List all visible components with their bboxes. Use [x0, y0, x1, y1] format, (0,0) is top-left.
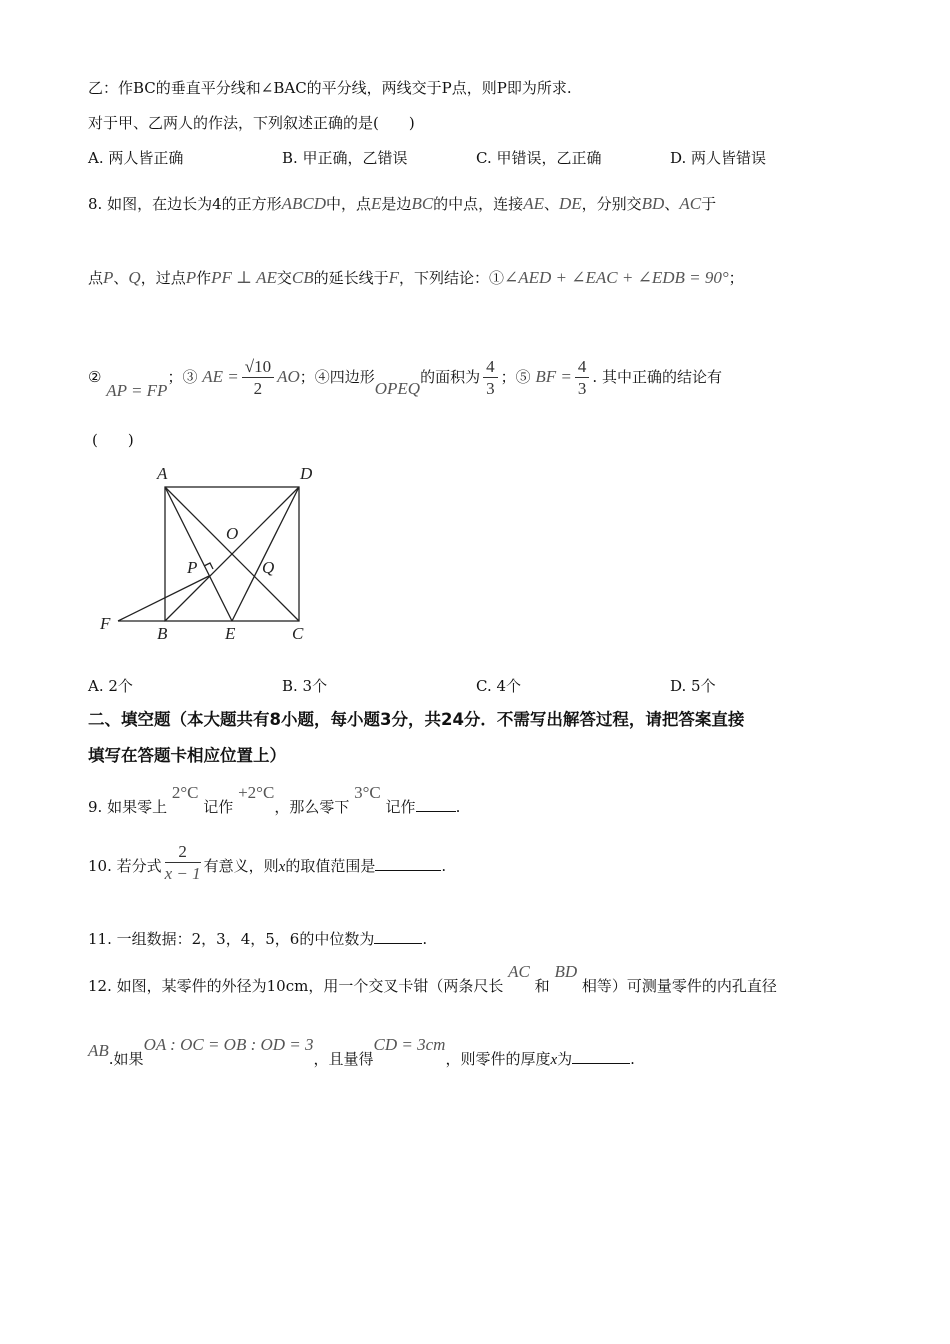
- label-c: C: [292, 624, 304, 643]
- math-de: DE: [558, 194, 582, 213]
- q8-text: . 其中正确的结论有: [592, 368, 722, 386]
- label-p: P: [187, 558, 198, 577]
- square-figure: [90, 455, 330, 650]
- label-e: E: [225, 624, 236, 643]
- math-opeq: OPEQ: [374, 379, 421, 398]
- math-cb: CB: [291, 268, 314, 287]
- math-ac: AC: [508, 962, 530, 981]
- q8-option-a: A. 2个: [88, 677, 133, 695]
- q9-text: .: [455, 798, 461, 816]
- label-d: D: [300, 464, 313, 483]
- math-bd: BD: [641, 194, 665, 213]
- q10-text: 有意义，则: [203, 857, 279, 875]
- math-p: P: [185, 268, 197, 287]
- q9-text: ，那么零下: [274, 798, 350, 816]
- fraction-denominator: 3: [577, 378, 587, 398]
- math-q: Q: [128, 268, 141, 287]
- fraction-2-over-x-minus-1: [165, 842, 201, 885]
- q12-line-1: [88, 962, 777, 999]
- math-ac: AC: [679, 194, 702, 213]
- section-2-heading-cont: 填写在答题卡相应位置上）: [88, 746, 286, 765]
- math-pf-perp-ae: PF ⊥ AE: [211, 268, 277, 287]
- math-bc: BC: [411, 194, 434, 213]
- math-ab: AB: [88, 1041, 109, 1060]
- q12-answer-blank[interactable]: [572, 1049, 630, 1064]
- math-x: x: [550, 1052, 558, 1068]
- temp-minus-3: 3°C: [354, 783, 381, 802]
- q12-text: 12. 如图，某零件的外径为10cm，用一个交叉卡钳（两条尺长: [88, 977, 504, 995]
- q8-text: ，分别交: [581, 195, 642, 213]
- q10-text: 的取值范围是: [285, 857, 376, 875]
- q12-line-2: [88, 1035, 635, 1073]
- q9-text: 9. 如果零上: [88, 798, 168, 816]
- conclusion-2-mark: ②: [88, 368, 102, 386]
- temp-plus-2: 2°C: [171, 783, 199, 802]
- q7-option-b: B. 甲正确，乙错误: [282, 149, 408, 167]
- fraction-4-over-3: [575, 357, 590, 400]
- label-f: F: [100, 614, 111, 633]
- q9: [88, 783, 461, 819]
- q8-text: ；⑤: [500, 368, 531, 386]
- label-a: A: [157, 464, 168, 483]
- fraction-numerator: 4: [483, 357, 498, 378]
- q12-text: 为: [557, 1050, 573, 1068]
- q11-text: .: [422, 930, 428, 948]
- q8-line-2: [88, 268, 744, 288]
- q8-text: 作: [196, 269, 212, 287]
- q8-line-3: [88, 354, 722, 400]
- fraction-numerator: 2: [165, 842, 201, 863]
- q11-answer-blank[interactable]: [374, 929, 422, 944]
- q9-answer-blank[interactable]: [416, 797, 456, 812]
- q8-text: 的延长线于: [313, 269, 389, 287]
- q8-text: 点: [88, 269, 104, 287]
- q8-text: ，下列结论：①: [399, 269, 505, 287]
- q11-text: 11. 一组数据：2，3，4，5，6的中位数为: [88, 930, 375, 948]
- q8-text: 中，点: [326, 195, 372, 213]
- segment-pf: [118, 576, 209, 621]
- q8-text: 的中点，连接: [433, 195, 524, 213]
- q8-answer-paren: ( ): [92, 431, 134, 449]
- q10: [88, 842, 446, 891]
- math-bd: BD: [554, 962, 578, 981]
- fraction-4-over-3: [483, 357, 498, 400]
- q7-option-a: A. 两人皆正确: [88, 149, 184, 167]
- fraction-numerator: √10: [242, 357, 274, 378]
- q8-text: ；③: [167, 368, 198, 386]
- q8-line-1: [88, 194, 716, 214]
- math-abcd: ABCD: [281, 194, 327, 213]
- fraction-denominator: 2: [253, 378, 263, 398]
- q8-number: 8. 如图，在边长为4的正方形: [88, 195, 282, 213]
- fraction-sqrt10-over-2: [242, 357, 274, 400]
- fraction-denominator: x − 1: [164, 863, 201, 883]
- math-e: E: [371, 194, 382, 213]
- ratio-equation: OA : OC = OB : OD = 3: [143, 1035, 314, 1054]
- q8-text: 是边: [381, 195, 412, 213]
- temp-record-plus-2: +2°C: [238, 783, 275, 802]
- q12-text: 和: [534, 977, 550, 995]
- q12-text: .如果: [108, 1050, 144, 1068]
- segment-de: [232, 487, 299, 621]
- q9-text: 记作: [385, 798, 416, 816]
- q8-option-b: B. 3个: [282, 677, 328, 695]
- cd-measurement: CD = 3cm: [373, 1035, 446, 1054]
- q8-option-d: D. 5个: [670, 677, 716, 695]
- math-x: x: [278, 859, 286, 875]
- q8-text: ；: [728, 269, 744, 287]
- math-ao: AO: [277, 367, 300, 386]
- q7-question: 对于甲、乙两人的作法，下列叙述正确的是( ): [88, 114, 415, 132]
- label-b: B: [157, 624, 168, 643]
- conclusion-1: ∠AED + ∠EAC + ∠EDB = 90°: [504, 268, 729, 287]
- q11: [88, 929, 427, 949]
- q8-option-c: C. 4个: [476, 677, 522, 695]
- q8-text: 于: [701, 195, 717, 213]
- q12-text: ，则零件的厚度: [445, 1050, 551, 1068]
- label-q: Q: [262, 558, 275, 577]
- section-2-heading: 二、填空题（本大题共有8小题，每小题3分，共24分．不需写出解答过程，请把答案直接: [88, 710, 745, 729]
- math-f: F: [388, 268, 399, 287]
- q7-option-d: D. 两人皆错误: [670, 149, 767, 167]
- q10-answer-blank[interactable]: [375, 856, 441, 871]
- q8-text: ；④四边形: [299, 368, 375, 386]
- q8-text: ，过点: [140, 269, 186, 287]
- q8-text: 、: [664, 195, 680, 213]
- q8-text: 、: [543, 195, 559, 213]
- segment-ae: [165, 487, 232, 621]
- q10-text: .: [441, 857, 447, 875]
- fraction-denominator: 3: [486, 378, 495, 398]
- q8-text: 交: [276, 269, 292, 287]
- conclusion-2: AP = FP: [106, 381, 168, 400]
- q12-text: ，且量得: [313, 1050, 374, 1068]
- q7-option-c: C. 甲错误，乙正确: [476, 149, 602, 167]
- q7-yi-line: 乙：作BC的垂直平分线和∠BAC的平分线，两线交于P点，则P即为所求.: [88, 79, 572, 97]
- q8-text: 的面积为: [420, 368, 481, 386]
- conclusion-5-lhs: BF =: [535, 367, 572, 386]
- fraction-numerator: 4: [575, 357, 590, 378]
- math-ae: AE: [523, 194, 544, 213]
- q12-text: 相等）可测量零件的内孔直径: [581, 977, 777, 995]
- math-p: P: [103, 268, 114, 287]
- q8-text: 、: [113, 269, 129, 287]
- label-o: O: [226, 524, 239, 543]
- q10-text: 10. 若分式: [88, 857, 162, 875]
- conclusion-3-lhs: AE =: [202, 367, 239, 386]
- q12-text: .: [630, 1050, 635, 1068]
- q9-text: 记作: [203, 798, 234, 816]
